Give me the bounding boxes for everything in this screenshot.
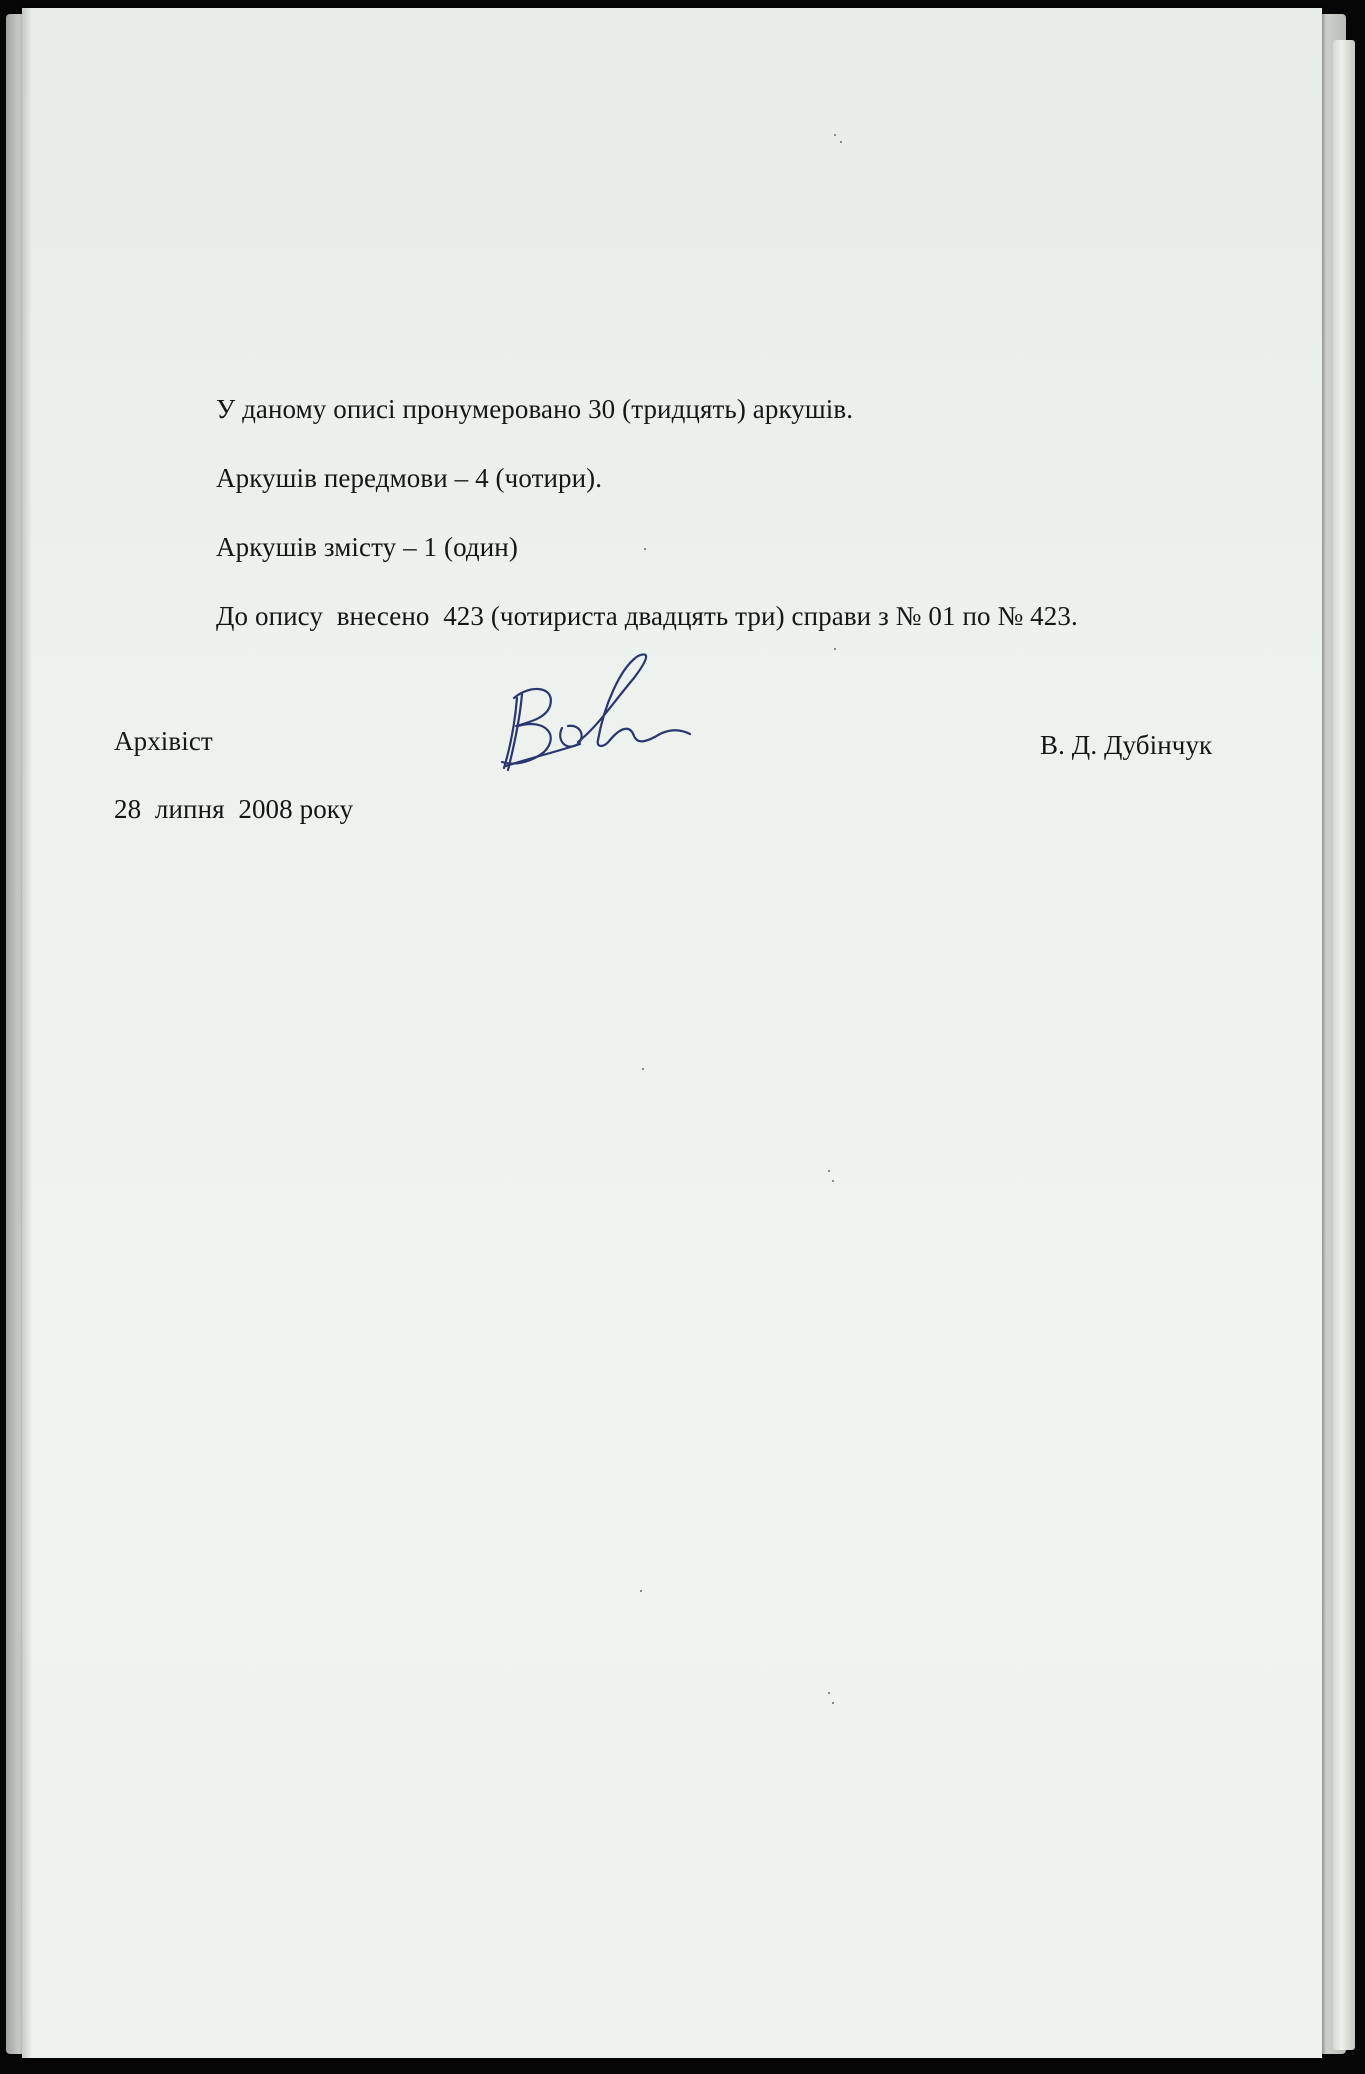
files-entered-line: До опису внесено 423 (чотириста двадцять три) справи з № 01 по № 423. xyxy=(216,601,1078,631)
folder-edge xyxy=(1333,40,1355,2050)
scan-speck xyxy=(834,648,836,650)
handwritten-signature xyxy=(500,648,700,783)
scan-speck xyxy=(640,1590,642,1592)
scan-speck xyxy=(828,1692,830,1694)
paper-sheet xyxy=(22,8,1322,2058)
position-title: Архівіст xyxy=(114,726,213,756)
preface-sheets-line: Аркушів передмови – 4 (чотири). xyxy=(216,463,603,493)
signer-name: В. Д. Дубінчук xyxy=(1040,730,1213,760)
scan-speck xyxy=(642,1068,644,1070)
scan-speck xyxy=(644,548,646,550)
scan-speck xyxy=(828,1170,830,1172)
scan-speck xyxy=(834,134,836,136)
contents-sheets-line: Аркушів змісту – 1 (один) xyxy=(216,532,518,562)
scan-speck xyxy=(832,1180,834,1182)
scan-speck xyxy=(832,1702,834,1704)
numbered-sheets-line: У даному описі пронумеровано 30 (тридцять) аркушів. xyxy=(216,394,854,424)
document-date: 28 липня 2008 року xyxy=(114,794,354,824)
scan-speck xyxy=(840,141,842,143)
